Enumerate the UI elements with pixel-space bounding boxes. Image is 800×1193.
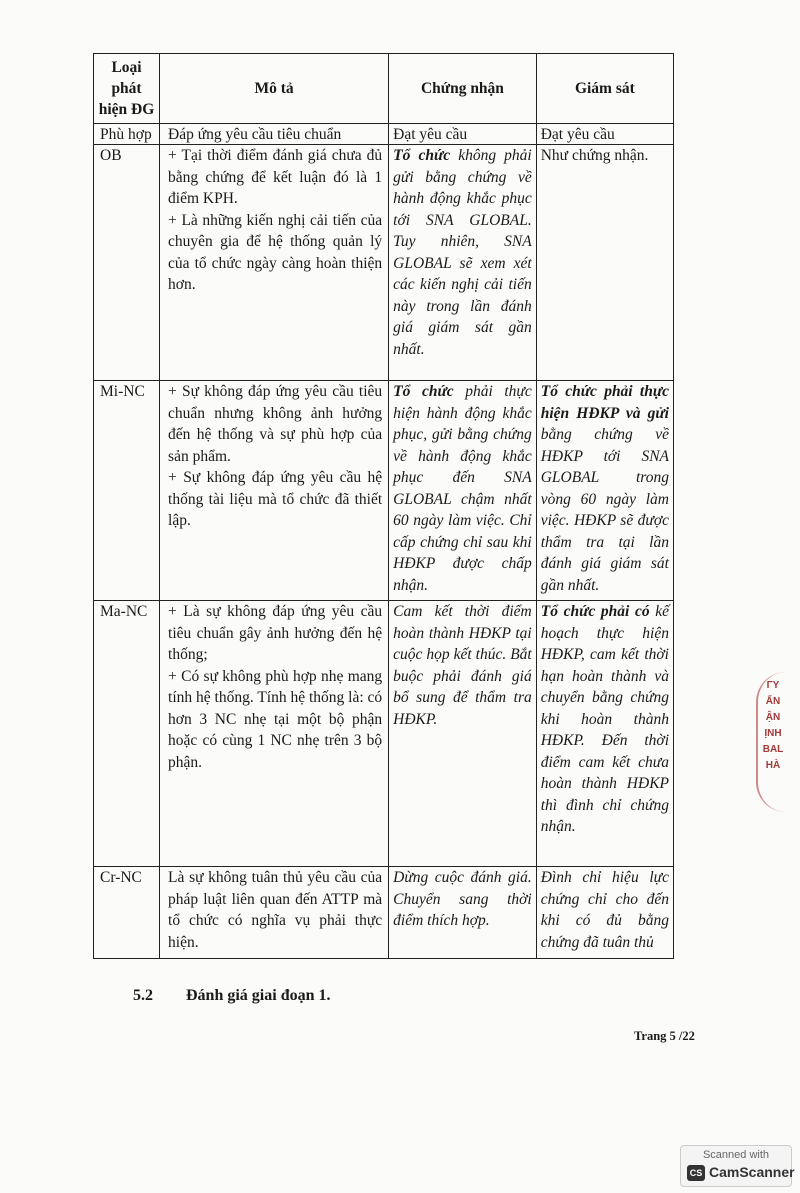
row-supervision-bold: Tổ chức phải thực hiện HĐKP và gửi [540,383,669,422]
row-certification: Cam kết thời điểm hoàn thành HĐKP tại cuộc họp kết thúc. Bắt buộc phải đánh giá bổ sung để thẩm tra HĐKP. [389,601,537,867]
header-certification: Chứng nhận [389,54,537,124]
table-row [94,381,674,601]
header-type-line: hiện ĐG [98,101,155,118]
row-certification [389,381,537,601]
row-certification-bold: Tổ chức [393,383,454,400]
header-finding-type [94,54,160,124]
watermark-brand: CamScanner [709,1164,795,1180]
table-row [94,145,674,381]
section-heading [133,987,330,1005]
section-number: 5.2 [133,987,153,1004]
header-type-line: phát [111,80,142,97]
row-description: Là sự không tuân thủ yêu cầu của pháp luật liên quan đến ATTP mà tổ chức có nghĩa vụ phải thực hiện. [160,867,389,959]
watermark-caption: Scanned with [702,1149,770,1161]
row-type: Mi-NC [94,381,160,601]
row-supervision: Như chứng nhận. [536,145,673,381]
row-certification: Dừng cuộc đánh giá. Chuyển sang thời điểm thích hợp. [389,867,537,959]
stamp-line: HÀ [765,760,781,771]
stamp-line: ỊNH [764,728,782,739]
header-supervision: Giám sát [536,54,673,124]
row-description: + Sự không đáp ứng yêu cầu tiêu chuẩn nhưng không ảnh hưởng đến hệ thống và sự phù hợp của sản phẩm. + Sự không đáp ứng yêu cầu hệ thống tài liệu mà tổ chức đã thiết lập. [160,381,389,601]
stamp-line: BAL [762,744,784,755]
header-description: Mô tả [160,54,389,124]
row-supervision-text: bằng chứng về HĐKP tới SNA GLOBAL trong vòng 60 ngày làm việc. HĐKP sẽ được thẩm tra tại lần đánh giá giám sát gần nhất. [540,426,669,594]
row-description: + Là sự không đáp ứng yêu cầu tiêu chuẩn gây ảnh hưởng đến hệ thống; + Có sự không phù hợp nhẹ mang tính hệ thống. Tính hệ thống là: có hơn 3 NC nhẹ tại một bộ phận hoặc có cùng 1 NC nhẹ trên 3 bộ phận. [160,601,389,867]
row-description: Đáp ứng yêu cầu tiêu chuẩn [160,124,389,145]
table-row [94,124,674,145]
camscanner-watermark [680,1145,795,1187]
stamp-line: ΓΥ [766,680,780,691]
row-certification [389,145,537,381]
row-type: Cr-NC [94,867,160,959]
table-row [94,867,674,959]
row-certification-bold: Tổ chức [393,147,451,164]
stamp-line: ẤN [765,696,781,707]
evaluation-findings-table [93,53,674,959]
page-number: Trang 5 /22 [634,1029,695,1043]
row-type: Ma-NC [94,601,160,867]
camscanner-logo-icon: CS [687,1165,705,1181]
company-stamp [756,672,790,812]
stamp-line: ẬN [765,712,781,723]
row-supervision: Đình chỉ hiệu lực chứng chỉ cho đến khi có đủ bằng chứng đã tuân thủ [536,867,673,959]
row-certification-text: không phải gửi bằng chứng về hành động khắc phục tới SNA GLOBAL. Tuy nhiên, SNA GLOBAL sẽ xem xét các kiến nghị cải tiến này trong lần đánh giá giám sát gần nhất. [393,147,532,358]
row-supervision: Đạt yêu cầu [536,124,673,145]
row-supervision [536,381,673,601]
row-supervision [536,601,673,867]
row-type: Phù hợp [94,124,160,145]
table-header-row [94,54,674,124]
row-type: OB [94,145,160,381]
header-type-line: Loại [111,59,142,76]
row-description: + Tại thời điểm đánh giá chưa đủ bằng chứng để kết luận đó là 1 điểm KPH. + Là những kiến nghị cải tiến của chuyên gia để hệ thống quản lý của tổ chức ngày càng hoàn thiện hơn. [160,145,389,381]
row-supervision-text: kế hoạch thực hiện HĐKP, cam kết thời hạn hoàn thành và chuyển bằng chứng khi hoàn thành HĐKP. Đến thời điểm cam kết chưa hoàn thành HĐKP thì đình chỉ chứng nhận. [540,603,669,835]
row-certification-text: phải thực hiện hành động khắc phục, gửi bằng chứng về hành động khắc phục đến SNA GLOBAL chậm nhất 60 ngày làm việc. Chỉ cấp chứng chỉ sau khi HĐKP được chấp nhận. [393,383,532,594]
stamp-ring [756,672,788,812]
row-certification: Đạt yêu cầu [389,124,537,145]
table-row [94,601,674,867]
section-title: Đánh giá giai đoạn 1. [186,987,331,1004]
row-supervision-bold: Tổ chức phải có [540,603,650,620]
